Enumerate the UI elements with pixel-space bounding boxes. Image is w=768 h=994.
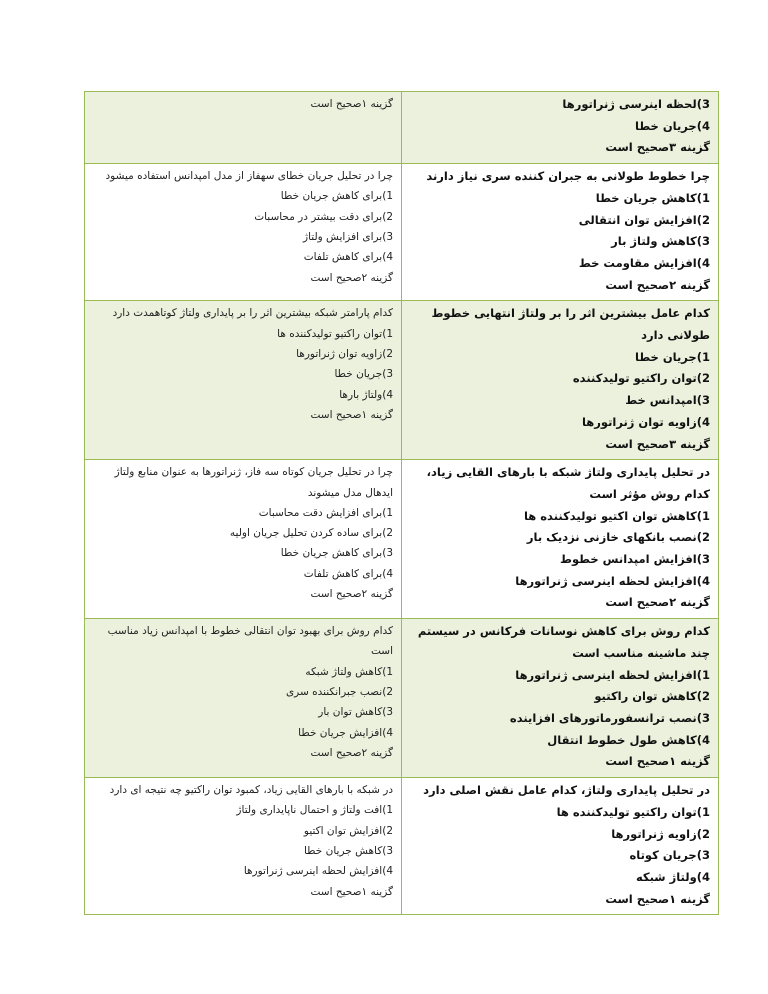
question-cell <box>402 301 719 460</box>
question-text: کدام عامل بیشترین اثر را بر ولتاژ انتهایی خطوط طولانی دارد <box>431 306 710 343</box>
answer-line: گزینه ۲صحیح است <box>605 277 710 292</box>
answer-line: گزینه ۲صحیح است <box>605 595 710 610</box>
question-text: چرا خطوط طولانی به جبران کننده سری نیاز دارند <box>426 169 710 184</box>
option-line: 4)زاویه توان ژنراتورها <box>581 414 710 429</box>
answer-line: گزینه ۲صحیح است <box>310 746 393 759</box>
option-line: 2)افزایش توان اکتیو <box>303 824 393 837</box>
option-line: 3)نصب ترانسفورماتورهای افزاینده <box>509 710 710 725</box>
question-cell <box>402 164 719 301</box>
option-line: 2)کاهش توان راکتیو <box>594 689 710 704</box>
option-line: 2)زاویه توان ژنراتورها <box>296 347 393 360</box>
answer-line: گزینه ۲صحیح است <box>310 271 393 284</box>
option-line: 4)افزایش مقاومت خط <box>578 255 710 270</box>
answer-line: گزینه ۱صحیح است <box>605 891 710 906</box>
option-line: 3)کاهش توان بار <box>318 706 393 719</box>
option-line: 1)توان راکتیو تولیدکننده ها <box>277 327 393 340</box>
option-line: 4)ولتاژ شبکه <box>635 869 710 884</box>
question-cell <box>85 164 402 301</box>
answer-line: گزینه ۱صحیح است <box>605 754 710 769</box>
question-text: کدام روش برای کاهش نوسانات فرکانس در سیستم چند ماشینه مناسب است <box>417 624 710 660</box>
option-line: 1)افت ولتاژ و احتمال ناپایداری ولتاژ <box>236 804 393 817</box>
question-cell <box>85 778 402 915</box>
question-cell <box>402 92 719 164</box>
option-line: 2)برای دقت بیشتر در محاسبات <box>254 210 393 223</box>
table-row <box>85 164 719 301</box>
question-cell <box>85 460 402 619</box>
option-line: 2)نصب بانکهای خازنی نزدیک بار <box>526 530 710 545</box>
table-row <box>85 301 719 460</box>
option-line: 4)کاهش طول خطوط انتقال <box>547 732 710 747</box>
question-cell <box>85 619 402 778</box>
option-line: 2)توان راکتیو تولیدکننده <box>572 371 710 386</box>
questions-table <box>84 91 719 915</box>
option-line: 4)جریان خطا <box>635 118 710 133</box>
question-cell <box>402 619 719 778</box>
answer-line: گزینه ۲صحیح است <box>310 588 393 601</box>
option-line: 1)کاهش جریان خطا <box>595 190 710 205</box>
question-text: در شبکه با بارهای القایی زیاد، کمبود توان راکتیو چه نتیجه ای دارد <box>109 784 393 797</box>
option-line: 3)برای افزایش ولتاژ <box>303 231 393 243</box>
option-line: 3)کاهش جریان خطا <box>303 844 393 857</box>
option-line: 4)ولتاژ بارها <box>339 388 393 401</box>
question-text: چرا در تحلیل جریان خطای سهفاز از مدل امپدانس استفاده میشود <box>105 170 393 183</box>
option-line: 3)جریان خطا <box>334 368 393 381</box>
table-row <box>85 460 719 619</box>
question-cell <box>402 460 719 619</box>
answer-line: گزینه ۳صحیح است <box>605 140 710 155</box>
question-text: کدام پارامتر شبکه بیشترین اثر را بر پایداری ولتاژ کوتاهمدت دارد <box>112 307 393 320</box>
option-line: 1)کاهش توان اکتیو تولیدکننده ها <box>523 508 710 523</box>
document-page <box>84 91 710 915</box>
option-line: 1)برای افزایش دقت محاسبات <box>258 506 393 519</box>
table-row <box>85 778 719 915</box>
option-line: 4)افزایش لحظه اینرسی ژنراتورها <box>515 573 710 588</box>
option-line: 4)برای کاهش تلفات <box>303 567 393 580</box>
option-line: 1)جریان خطا <box>635 349 710 364</box>
option-line: 2)نصب جبرانکننده سری <box>285 686 393 699</box>
option-line: 4)افزایش جریان خطا <box>298 726 393 739</box>
option-line: 1)توان راکتیو تولیدکننده ها <box>556 804 710 819</box>
answer-line: گزینه ۱صحیح است <box>310 98 393 110</box>
option-line: 3)افزایش امپدانس خطوط <box>560 552 710 567</box>
question-text: کدام روش برای بهبود توان انتقالی خطوط با امپدانس زیاد مناسب است <box>107 625 393 658</box>
answer-line: گزینه ۱صحیح است <box>310 408 393 421</box>
table-row <box>85 92 719 164</box>
answer-line: گزینه ۳صحیح است <box>605 436 710 451</box>
option-line: 3)جریان کوتاه <box>629 848 710 863</box>
option-line: 4)افزایش لحظه اینرسی ژنراتورها <box>243 865 393 878</box>
question-text: در تحلیل پایداری ولتاژ، کدام عامل نقش اصلی دارد <box>423 783 710 798</box>
option-line: 2)زاویه ژنراتورها <box>611 826 710 841</box>
question-text: در تحلیل پایداری ولتاژ شبکه با بارهای القایی زیاد، کدام روش مؤثر است <box>426 465 710 501</box>
option-line: 3)کاهش ولتاژ بار <box>611 234 710 249</box>
answer-line: گزینه ۱صحیح است <box>310 885 393 898</box>
option-line: 2)افزایش توان انتقالی <box>578 212 710 227</box>
option-line: 4)برای کاهش تلفات <box>303 251 393 264</box>
option-line: 1)برای کاهش جریان خطا <box>280 190 393 203</box>
question-text: چرا در تحلیل جریان کوتاه سه فاز، ژنراتورها به عنوان منابع ولتاژ ایدهال مدل میشوند <box>114 466 393 499</box>
option-line: 1)کاهش ولتاژ شبکه <box>305 665 393 678</box>
question-cell <box>402 778 719 915</box>
question-cell <box>85 92 402 164</box>
option-line: 1)افزایش لحظه اینرسی ژنراتورها <box>515 667 710 682</box>
option-line: 3)امپدانس خط <box>625 393 710 408</box>
option-line: 3)لحظه اینرسی ژنراتورها <box>562 97 710 111</box>
option-line: 2)برای ساده کردن تحلیل جریان اولیه <box>229 527 393 540</box>
option-line: 3)برای کاهش جریان خطا <box>280 547 393 560</box>
table-row <box>85 619 719 778</box>
question-cell <box>85 301 402 460</box>
